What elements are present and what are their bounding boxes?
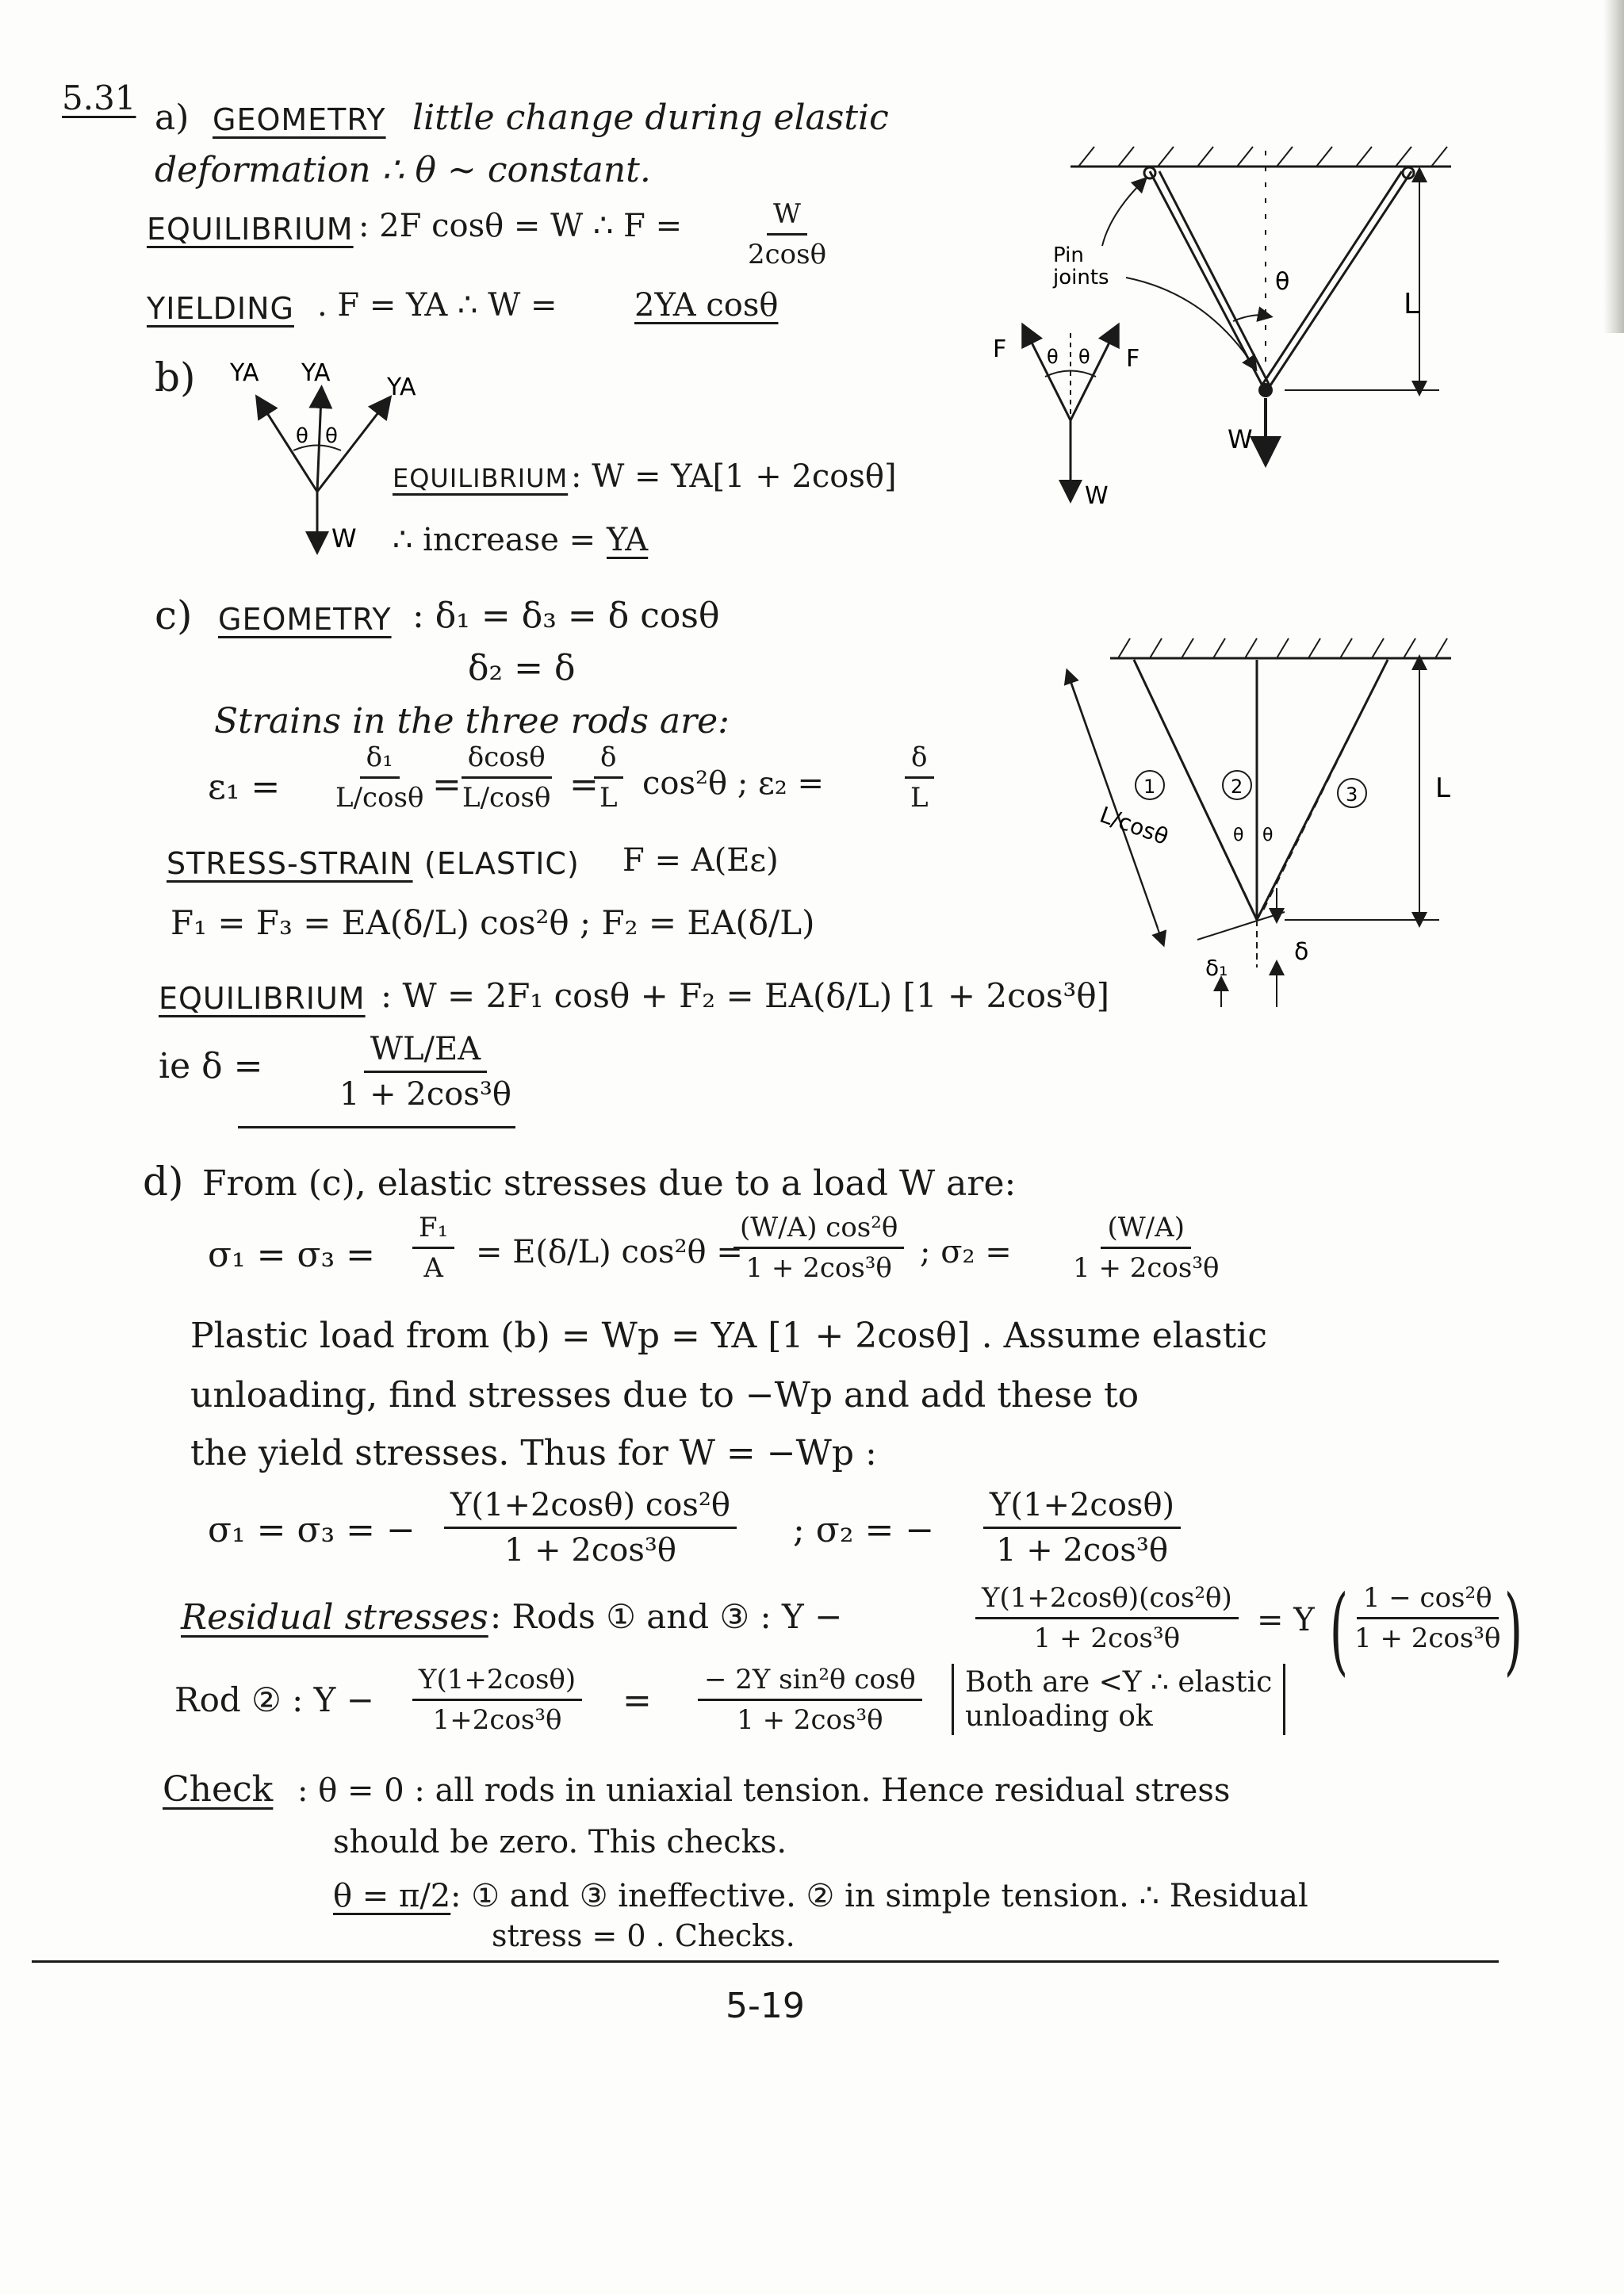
part-c-eps2-fraction <box>904 741 935 814</box>
rod-theta1: θ <box>1233 826 1244 845</box>
part-d-rod2-eq: = <box>622 1680 652 1721</box>
rod-2-label: 2 <box>1231 776 1243 798</box>
part-a-geometry-head: GEOMETRY <box>213 102 386 137</box>
part-c-strains-text: Strains in the three rods are: <box>214 701 730 741</box>
part-a-yielding-eq: . F = YA ∴ W = <box>317 287 557 324</box>
fbd-a-force-left: F <box>993 335 1007 363</box>
part-c-ie-label: ie δ = <box>159 1046 263 1086</box>
footer-rule <box>32 1960 1499 1963</box>
fraction-numerator: (W/A) cos²θ <box>733 1212 904 1249</box>
fraction-denominator: L/cosθ <box>335 782 424 814</box>
part-d-res13-fraction <box>975 1582 1239 1654</box>
part-c-eps1-fraction-3 <box>593 741 624 814</box>
fraction-denominator: 2cosθ <box>748 239 827 270</box>
fbd-a-load: W <box>1085 482 1109 510</box>
part-d-check1: : θ = 0 : all rods in uniaxial tension. Hence residual stress <box>297 1772 1231 1809</box>
pin-joint-bottom <box>1258 383 1273 397</box>
rod-theta2: θ <box>1262 826 1274 845</box>
part-d-residual-head: Residual stresses <box>181 1597 488 1638</box>
part-d-sig2-fraction <box>1067 1212 1225 1284</box>
fraction-numerator: δ₁ <box>360 741 400 779</box>
part-d-unloading-line: unloading, find stresses due to −Wp and add these to <box>190 1375 1139 1416</box>
part-c-geometry-head: GEOMETRY <box>218 602 392 637</box>
part-d-rod2b-fraction <box>698 1664 922 1736</box>
part-d-check2: should be zero. This checks. <box>333 1824 787 1860</box>
part-d-sig-fraction-2 <box>733 1212 904 1284</box>
fraction-numerator: (W/A) <box>1101 1212 1190 1249</box>
fraction-denominator: 1 + 2cos³θ <box>504 1532 676 1569</box>
fraction-denominator: 1 + 2cos³θ <box>737 1704 883 1736</box>
rod-1-label: 1 <box>1143 776 1156 798</box>
fbd-b-label-mid: YA <box>301 359 331 387</box>
part-d-unl2-lhs: ; σ₂ = − <box>793 1510 935 1550</box>
fraction-denominator: 1+2cos³θ <box>432 1704 562 1736</box>
part-a-label: a) <box>155 98 190 138</box>
part-c-eps1-fraction-1 <box>329 741 430 814</box>
fraction-numerator: δcosθ <box>462 741 552 779</box>
fraction-numerator: δ <box>905 741 933 779</box>
fraction-denominator: 1 + 2cos³θ <box>745 1252 892 1284</box>
fraction-numerator: Y(1+2cosθ) cos²θ <box>444 1487 737 1529</box>
part-d-rod2-fraction <box>412 1664 582 1736</box>
fraction-denominator: 1 + 2cos³θ <box>1033 1623 1181 1654</box>
fraction-numerator: W <box>767 198 807 236</box>
part-d-check-head: Check <box>163 1769 274 1810</box>
elastic-unloading-note <box>952 1664 1285 1735</box>
part-d-check3: : ① and ③ ineffective. ② in simple tension. ∴ Residual <box>450 1878 1308 1914</box>
delta1-label: δ₁ <box>1205 955 1228 981</box>
part-b-increase-value: YA <box>607 522 649 558</box>
fbd-b-arrow-right <box>317 404 385 492</box>
fraction-denominator: 1 + 2cos³θ <box>1073 1252 1220 1284</box>
part-d-residual-rods: : Rods ① and ③ : Y − <box>490 1597 843 1636</box>
fbd-b-label-right: YA <box>387 374 416 401</box>
fbd-b-load: W <box>331 523 357 554</box>
part-c-eps1-lhs: ε₁ = <box>208 767 281 807</box>
part-a-equilibrium-eq: : 2F cosθ = W ∴ F = <box>358 208 683 244</box>
vertical-length-label: L <box>1435 772 1450 804</box>
part-a-geometry-text: little change during elastic <box>412 98 889 138</box>
fbd-a-theta2: θ <box>1078 346 1090 368</box>
truss-load: W <box>1228 424 1253 454</box>
page-number: 5-19 <box>726 1986 805 2026</box>
part-d-rod2-lhs: Rod ② : Y − <box>174 1680 374 1719</box>
paren-open: ( <box>1329 1576 1349 1686</box>
part-b-increase-text: ∴ increase = <box>393 522 596 558</box>
part-c-eps1-tail: cos²θ ; ε₂ = <box>642 765 825 802</box>
note-line-1: Both are <Y ∴ elastic <box>965 1666 1273 1699</box>
part-d-check3-lhs: θ = π/2 <box>333 1878 451 1914</box>
problem-number: 5.31 <box>62 79 136 117</box>
part-a-force-fraction <box>741 198 833 270</box>
part-d-res13-eq: = Y <box>1257 1602 1315 1638</box>
part-d-label: d) <box>143 1159 184 1205</box>
part-c-label: c) <box>155 592 193 638</box>
page-edge-shadow <box>1603 0 1624 333</box>
part-d-sig-fraction-1 <box>412 1212 454 1284</box>
fraction-denominator: 1 + 2cos³θ <box>339 1076 511 1113</box>
fraction-numerator: 1 − cos²θ <box>1357 1582 1499 1619</box>
part-a-equilibrium-head: EQUILIBRIUM <box>147 212 354 247</box>
rod-left-inner <box>1159 171 1270 387</box>
delta-label: δ <box>1294 938 1309 966</box>
part-b-equilibrium-head: EQUILIBRIUM <box>393 463 569 493</box>
rod-length-label: L/cosθ <box>1096 801 1172 851</box>
part-c-geom-eq2: δ₂ = δ <box>468 648 576 688</box>
part-d-unl2-fraction <box>983 1487 1181 1569</box>
rod-3-label: 3 <box>1346 784 1358 806</box>
fbd-a-theta1: θ <box>1047 346 1059 368</box>
part-a-yielding-head: YIELDING <box>147 291 294 326</box>
fraction-numerator: δ <box>594 741 622 779</box>
part-c-stress-strain-mode: (ELASTIC) <box>424 846 580 881</box>
part-b-label: b) <box>155 354 196 400</box>
fraction-denominator: L <box>910 782 929 814</box>
part-d-unl-fraction <box>444 1487 737 1569</box>
fraction-numerator: Y(1+2cosθ) <box>412 1664 582 1701</box>
part-d-res13b-fraction <box>1348 1582 1507 1654</box>
part-d-line1: From (c), elastic stresses due to a load W are: <box>202 1163 1017 1204</box>
paren-close: ) <box>1503 1576 1523 1686</box>
part-d-yield-line: the yield stresses. Thus for W = −Wp : <box>190 1433 877 1473</box>
part-d-sig-mid: = E(δ/L) cos²θ = <box>476 1234 743 1270</box>
part-d-sig-lhs: σ₁ = σ₃ = <box>208 1235 376 1275</box>
part-c-eps1-rhs: = <box>569 764 599 805</box>
truss-theta: θ <box>1275 268 1290 296</box>
part-c-delta-fraction <box>333 1031 518 1113</box>
fraction-denominator: 1 + 2cos³θ <box>1354 1623 1501 1654</box>
part-a-geometry-text2: deformation ∴ θ ~ constant. <box>155 150 651 190</box>
fraction-numerator: Y(1+2cosθ)(cos²θ) <box>975 1582 1239 1619</box>
fraction-denominator: L/cosθ <box>462 782 551 814</box>
note-line-2: unloading ok <box>965 1700 1153 1734</box>
fraction-numerator: WL/EA <box>364 1031 487 1073</box>
fbd-b-theta2: θ <box>325 424 338 448</box>
part-c-equilibrium-eq: : W = 2F₁ cosθ + F₂ = EA(δ/L) [1 + 2cos³θ] <box>381 976 1110 1015</box>
fraction-numerator: F₁ <box>412 1212 454 1249</box>
fbd-a-arrow-right <box>1071 333 1114 420</box>
fbd-a-diagram <box>983 301 1174 523</box>
part-b-equilibrium-eq: : W = YA[1 + 2cosθ] <box>571 458 897 495</box>
part-d-sig2-lhs: ; σ₂ = <box>920 1234 1012 1270</box>
part-c-forces-eq: F₁ = F₃ = EA(δ/L) cos²θ ; F₂ = EA(δ/L) <box>170 903 815 942</box>
fbd-b-arrow-left <box>262 404 317 492</box>
part-c-equilibrium-head: EQUILIBRIUM <box>159 981 366 1016</box>
part-a-yielding-result: 2YA cosθ <box>634 287 779 324</box>
part-c-stress-strain-head: STRESS-STRAIN <box>167 846 413 881</box>
part-d-check4: stress = 0 . Checks. <box>492 1918 795 1953</box>
part-c-stress-strain-eq: F = A(Eε) <box>622 842 779 879</box>
fbd-b-arrow-mid <box>317 397 321 492</box>
part-c-eps1-fraction-2 <box>456 741 557 814</box>
part-d-plastic-line: Plastic load from (b) = Wp = YA [1 + 2cosθ] . Assume elastic <box>190 1316 1267 1356</box>
part-c-geom-eq1: : δ₁ = δ₃ = δ cosθ <box>412 596 720 636</box>
fbd-b-theta1: θ <box>296 424 308 448</box>
pin-label-1: Pin <box>1053 243 1084 267</box>
fbd-b-label-left: YA <box>230 359 259 387</box>
fraction-denominator: A <box>423 1252 443 1284</box>
fraction-denominator: 1 + 2cos³θ <box>996 1532 1169 1569</box>
fraction-numerator: − 2Y sin²θ cosθ <box>698 1664 922 1701</box>
part-c-eps1-eq: = <box>432 764 462 805</box>
part-d-unl-lhs: σ₁ = σ₃ = − <box>208 1510 416 1550</box>
truss-length: L <box>1404 288 1420 320</box>
result-underline <box>238 1126 515 1128</box>
fraction-denominator: L <box>599 782 618 814</box>
fbd-a-force-right: F <box>1126 345 1140 373</box>
pin-label-2: joints <box>1053 266 1109 289</box>
fraction-numerator: Y(1+2cosθ) <box>983 1487 1181 1529</box>
three-rod-diagram <box>1039 626 1483 1039</box>
